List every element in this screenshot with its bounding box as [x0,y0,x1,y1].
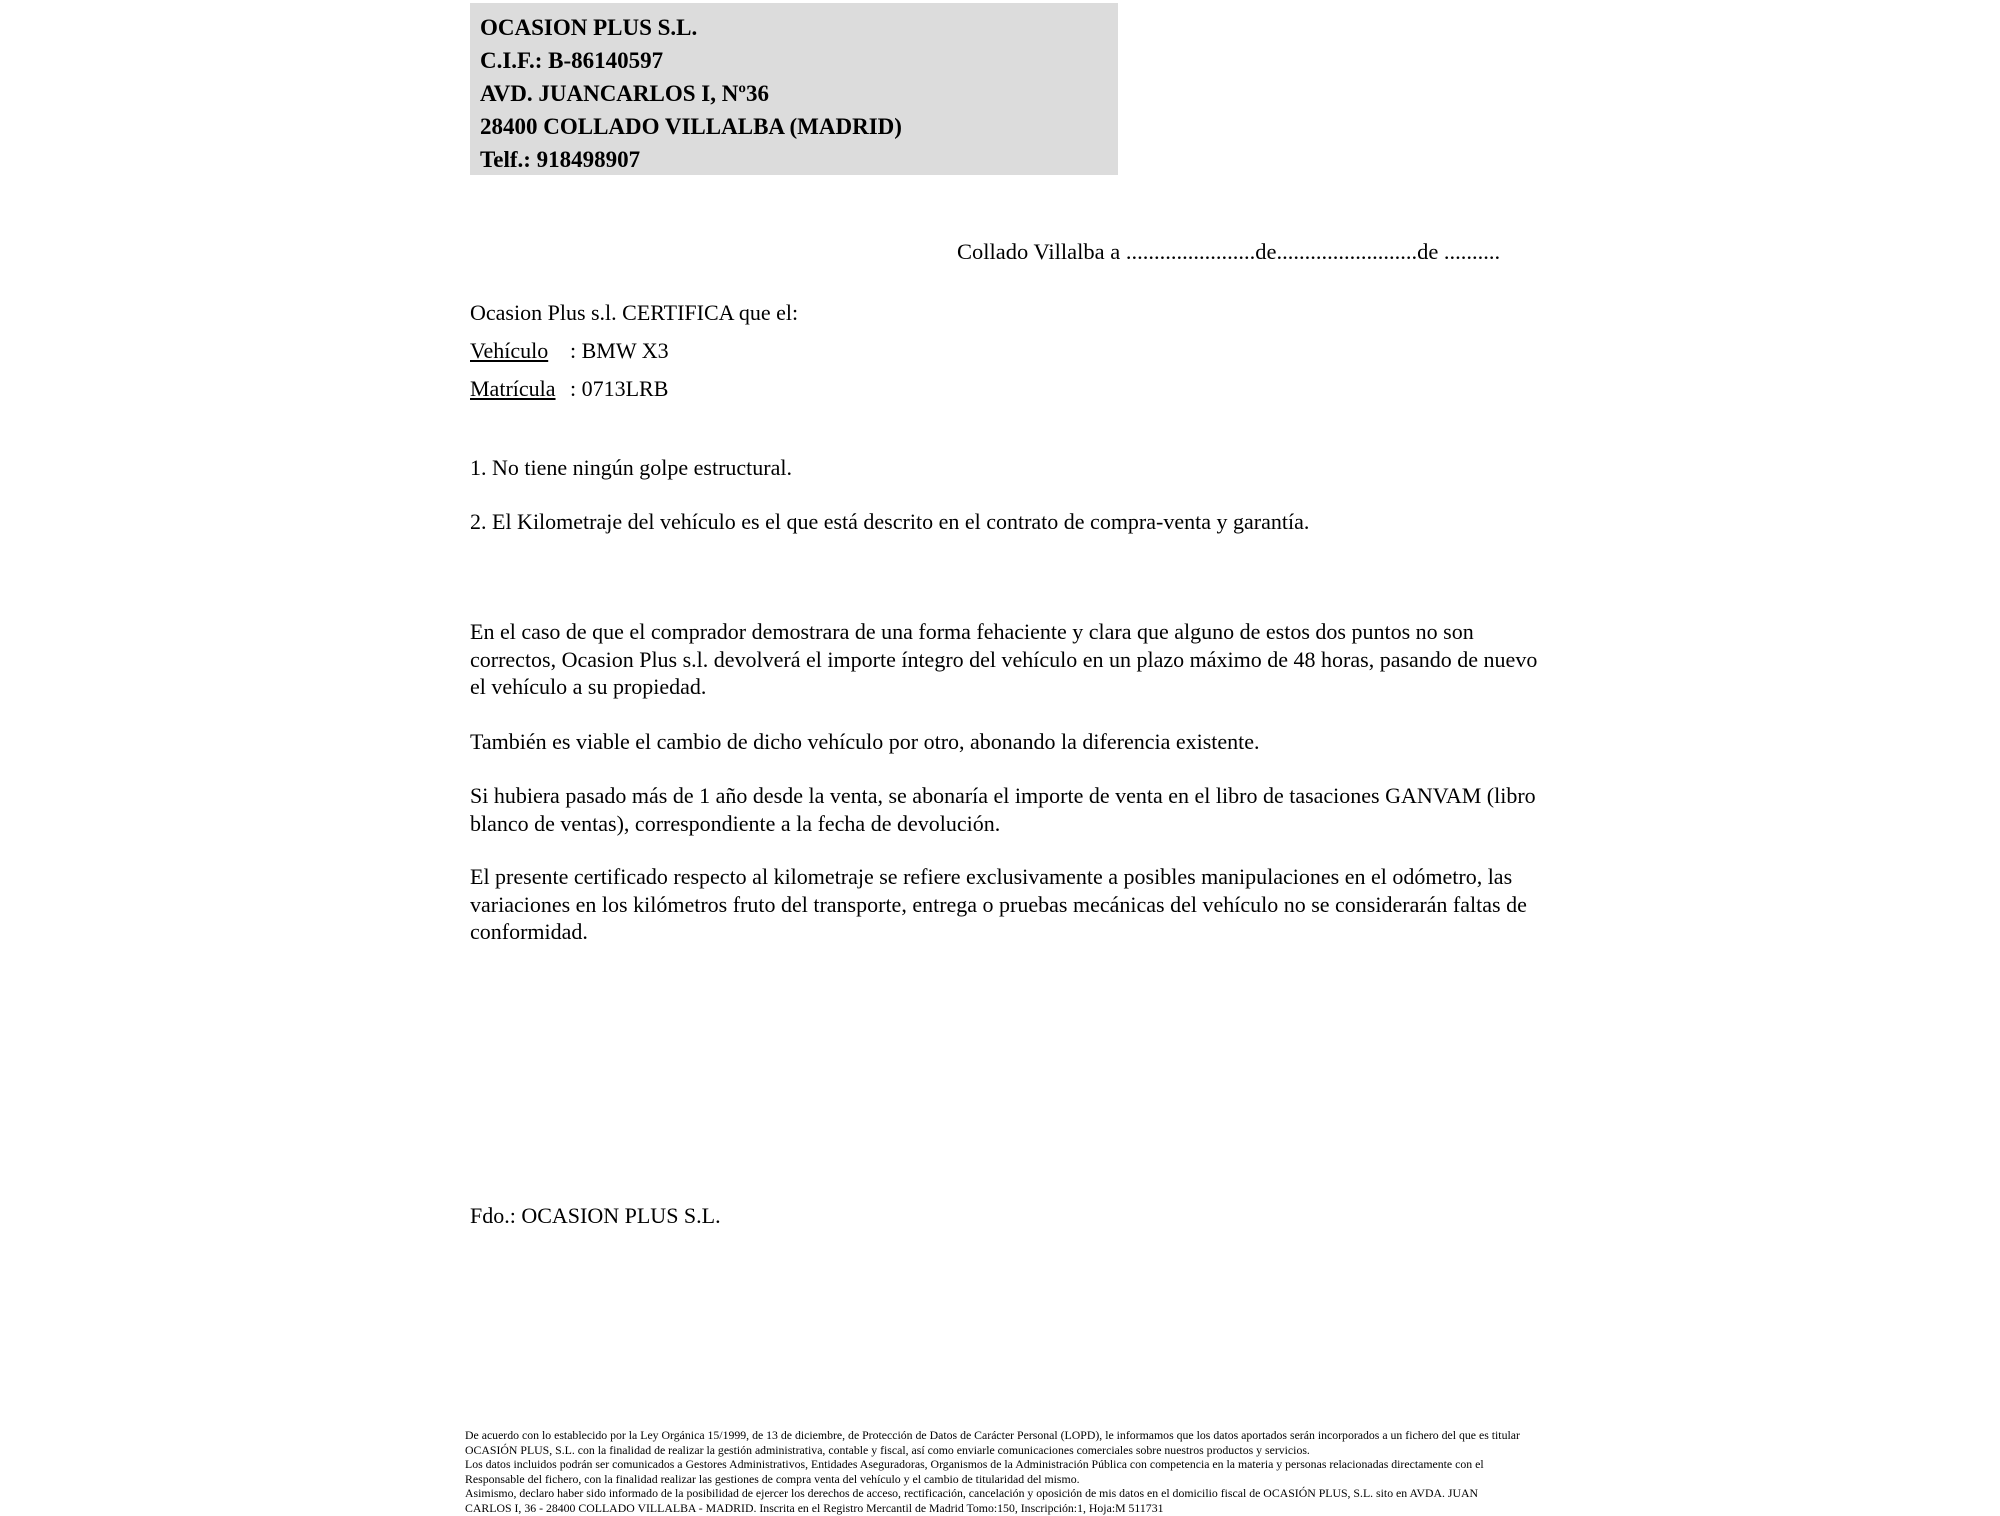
legal-footer-line: Los datos incluidos podrán ser comunicados a Gestores Administrativos, Entidades Aseguradoras, Organismos de la Administración Pública con competencia en la materia y personas relacionadas directamente con el [465,1457,1484,1472]
company-cif: C.I.F.: B-86140597 [480,48,664,73]
paragraph-odometer: El presente certificado respecto al kilometraje se refiere exclusivamente a posibles manipulaciones en el odómetro, las variaciones en los kilómetros fruto del transporte, entrega o pruebas mecánicas del vehículo no se considerarán faltas de conformidad. [470,864,1527,944]
paragraph-ganvam: Si hubiera pasado más de 1 año desde la venta, se abonaría el importe de venta en el libro de tasaciones GANVAM (libro blanco de ventas), correspondiente a la fecha de devolución. [470,783,1536,836]
legal-footer-line: Asimismo, declaro haber sido informado de la posibilidad de ejercer los derechos de acceso, rectificación, cancelación y oposición de mis datos en el domicilio fiscal de OCASIÓN PLUS, S.L. sito en AVDA. JUAN [465,1486,1479,1501]
legal-footer-line: CARLOS I, 36 - 28400 COLLADO VILLALBA - MADRID. Inscrita en el Registro Mercantil de Madrid Tomo:150, Inscripción:1, Hoja:M 511731 [465,1500,1164,1515]
company-name: OCASION PLUS S.L. [480,15,698,40]
vehicle-label: Vehículo [470,338,549,363]
condition-item-2: 2. El Kilometraje del vehículo es el que está descrito en el contrato de compra-venta y garantía. [470,509,1310,534]
company-address: AVD. JUANCARLOS I, Nº36 [480,81,769,106]
plate-label: Matrícula [470,376,556,401]
plate-value: : 0713LRB [570,376,669,401]
company-city: 28400 COLLADO VILLALBA (MADRID) [480,114,902,139]
date-line: Collado Villalba a .......................de.........................de .......... [957,239,1501,264]
company-phone: Telf.: 918498907 [480,147,641,172]
legal-footer-line: De acuerdo con lo establecido por la Ley Orgánica 15/1999, de 13 de diciembre, de Protección de Datos de Carácter Personal (LOPD), le informamos que los datos aportados serán incorporados a un fichero del que es titular [465,1428,1520,1442]
legal-footer [465,1428,1575,1516]
condition-item-1: 1. No tiene ningún golpe estructural. [470,455,792,480]
certification-block [470,300,798,414]
vehicle-value: : BMW X3 [570,338,669,363]
certify-intro: Ocasion Plus s.l. CERTIFICA que el: [470,300,799,325]
paragraph-refund: En el caso de que el comprador demostrara de una forma fehaciente y clara que alguno de estos dos puntos no son correctos, Ocasion Plus s.l. devolverá el importe íntegro del vehículo en un plazo máximo de 48 horas, pasando de nuevo el vehículo a su propiedad. [470,619,1538,699]
company-header-box [470,3,1118,175]
signature-line: Fdo.: OCASION PLUS S.L. [470,1203,721,1228]
plate-row [470,376,798,402]
vehicle-row [470,338,798,364]
legal-footer-line: OCASIÓN PLUS, S.L. con la finalidad de realizar la gestión administrativa, contable y fiscal, así como enviarle comunicaciones comerciales sobre nuestros productos y servicios. [465,1442,1310,1457]
paragraph-exchange: También es viable el cambio de dicho vehículo por otro, abonando la diferencia existente. [470,729,1260,754]
legal-footer-line: Responsable del fichero, con la finalidad realizar las gestiones de compra venta del vehículo y el cambio de titularidad del mismo. [465,1471,1080,1486]
